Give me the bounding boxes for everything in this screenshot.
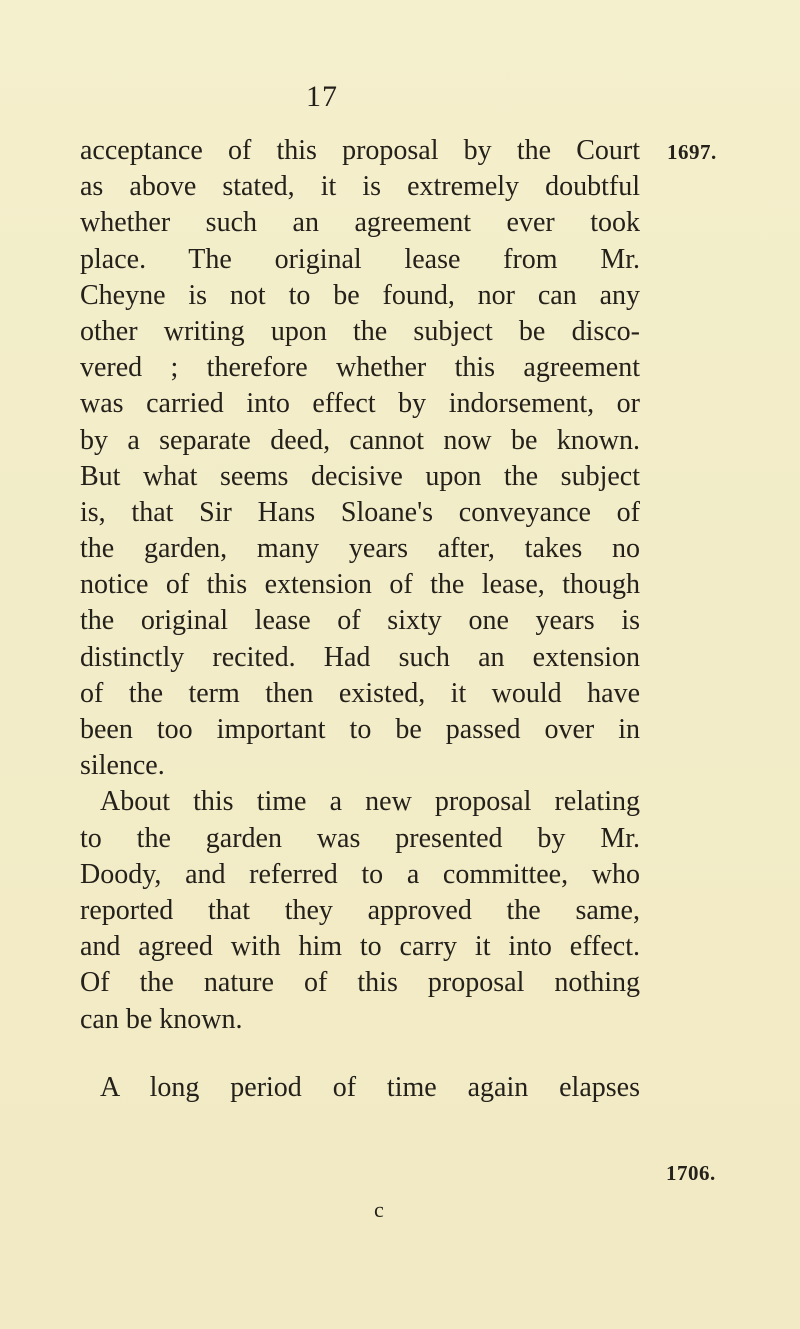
text-line: by a separate deed, cannot now be known.: [80, 424, 640, 456]
paragraph-2: [80, 784, 640, 1037]
text-line: and agreed with him to carry it into effect.: [80, 931, 640, 963]
text-line: other writing upon the subject be disco-: [80, 315, 640, 347]
signature-mark: c: [374, 1197, 384, 1222]
text-line: reported that they approved the same,: [80, 894, 640, 926]
body-text: [80, 133, 640, 1106]
text-line: Of the nature of this proposal nothing: [80, 967, 640, 999]
paragraph-1: [80, 133, 640, 784]
margin-date-1706: 1706.: [666, 1161, 716, 1185]
text-line: acceptance of this proposal by the Court: [80, 135, 640, 166]
text-line: the garden, many years after, takes no: [80, 533, 640, 565]
text-line: notice of this extension of the lease, though: [80, 569, 640, 601]
text-line: distinctly recited. Had such an extension: [80, 641, 640, 673]
text-line: of the term then existed, it would have: [80, 677, 640, 709]
text-line: But what seems decisive upon the subject: [80, 460, 640, 492]
text-line: can be known.: [80, 1003, 243, 1035]
text-line: is, that Sir Hans Sloane's conveyance of: [80, 496, 640, 528]
text-line: was carried into effect by indorsement, or: [80, 388, 640, 420]
text-line: the original lease of sixty one years is: [80, 605, 640, 637]
text-line: place. The original lease from Mr.: [80, 243, 640, 275]
text-line: been too important to be passed over in: [80, 714, 640, 745]
text-line: Doody, and referred to a committee, who: [80, 858, 640, 890]
text-line: silence.: [80, 750, 165, 782]
text-line: vered ; therefore whether this agreement: [80, 352, 640, 384]
text-line: to the garden was presented by Mr.: [80, 822, 640, 854]
margin-date-1697: 1697.: [667, 140, 717, 164]
text-line: Cheyne is not to be found, nor can any: [80, 279, 640, 311]
text-line: About this time a new proposal relating: [100, 786, 640, 818]
page-number: 17: [306, 80, 338, 113]
text-line: as above stated, it is extremely doubtful: [80, 171, 640, 203]
text-line: A long period of time again elapses: [100, 1071, 640, 1103]
paragraph-3: [80, 1070, 640, 1106]
text-line: whether such an agreement ever took: [80, 207, 640, 239]
paragraph-gap: [80, 1038, 640, 1070]
